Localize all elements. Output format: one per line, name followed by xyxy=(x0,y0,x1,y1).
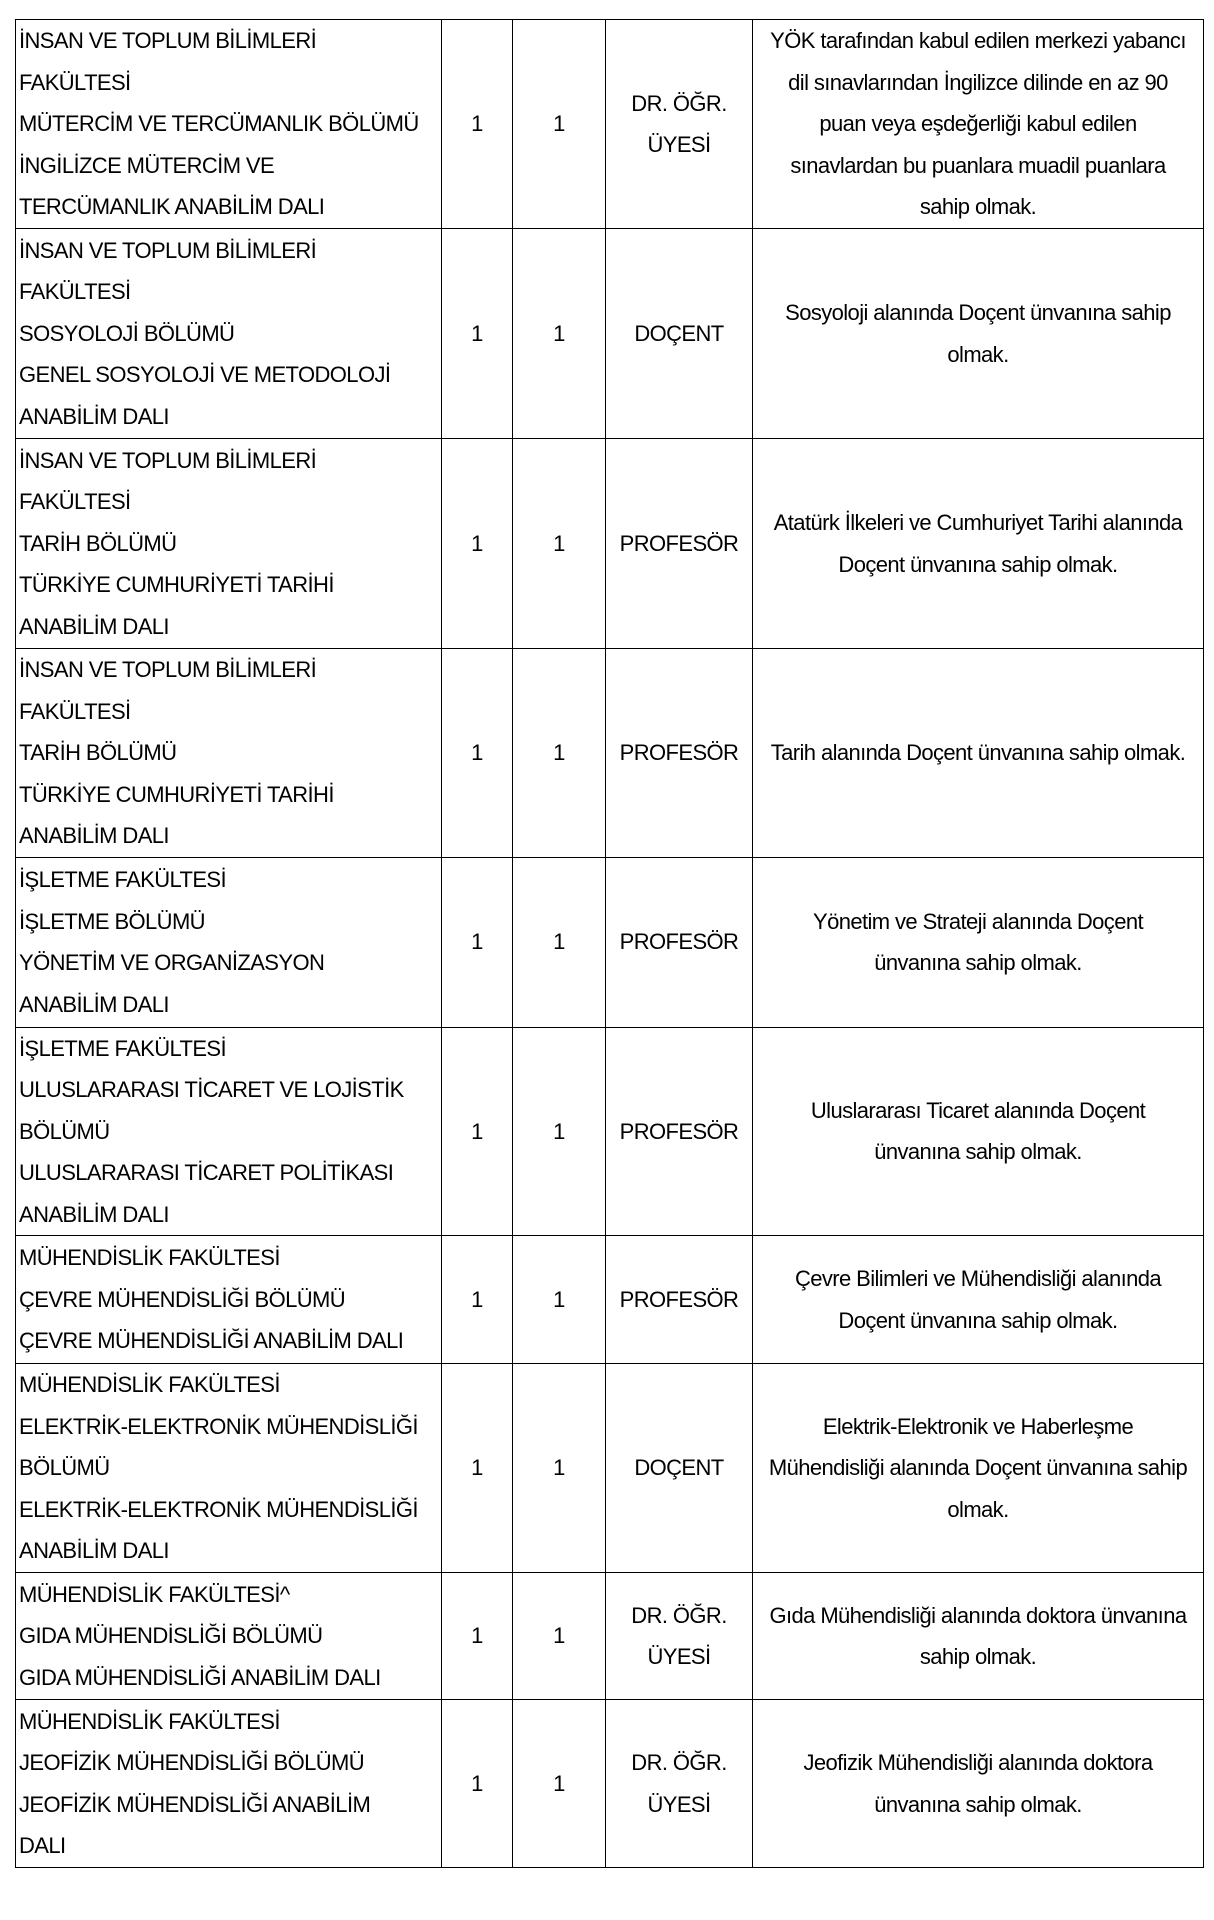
unit-cell-line: ULUSLARARASI TİCARET VE LOJİSTİK xyxy=(19,1077,404,1102)
unit-cell-line: İŞLETME FAKÜLTESİ xyxy=(19,867,227,892)
count-cell-b: 1 xyxy=(513,20,606,229)
count-cell-b: 1 xyxy=(513,857,606,1027)
title-cell xyxy=(606,1573,753,1700)
unit-cell xyxy=(16,1573,442,1700)
requirement-cell xyxy=(753,1573,1204,1700)
unit-cell-line: İNSAN VE TOPLUM BİLİMLERİ xyxy=(19,28,317,54)
unit-cell xyxy=(16,1027,442,1236)
unit-cell-line: ÇEVRE MÜHENDİSLİĞİ BÖLÜMÜ xyxy=(19,1286,346,1312)
requirement-cell-line: ünvanına sahip olmak. xyxy=(874,950,1082,975)
unit-cell-line: ANABİLİM DALI xyxy=(19,403,169,429)
unit-cell-line: TARİH BÖLÜMÜ xyxy=(19,530,177,556)
requirement-cell-line: sınavlardan bu puanlara muadil puanlara xyxy=(790,152,1166,178)
unit-cell-line: JEOFİZİK MÜHENDİSLİĞİ ANABİLİM xyxy=(19,1791,371,1817)
unit-cell xyxy=(16,1700,442,1868)
unit-cell-line: İŞLETME FAKÜLTESİ xyxy=(19,1035,227,1061)
title-cell-line: DOÇENT xyxy=(634,320,724,346)
title-cell-line: PROFESÖR xyxy=(619,530,739,556)
unit-cell-line: JEOFİZİK MÜHENDİSLİĞİ BÖLÜMÜ xyxy=(19,1750,365,1775)
count-cell-b: 1 xyxy=(513,229,606,439)
unit-cell-line: FAKÜLTESİ xyxy=(19,69,131,95)
count-cell-a: 1 xyxy=(442,439,513,649)
requirement-cell xyxy=(753,1027,1204,1236)
table-row xyxy=(16,649,1204,858)
unit-cell-line: İŞLETME BÖLÜMÜ xyxy=(19,908,205,934)
unit-cell-line: TERCÜMANLIK ANABİLİM DALI xyxy=(19,194,325,220)
title-cell xyxy=(606,1364,753,1573)
unit-cell-line: ANABİLİM DALI xyxy=(19,613,169,639)
unit-cell-line: FAKÜLTESİ xyxy=(19,489,131,515)
requirement-cell-line: dil sınavlarından İngilizce dilinde en az 90 xyxy=(788,69,1168,95)
requirement-cell xyxy=(753,1364,1204,1573)
unit-cell-line: İNSAN VE TOPLUM BİLİMLERİ xyxy=(19,447,317,473)
unit-cell xyxy=(16,439,442,649)
requirement-cell-line: Elektrik-Elektronik ve Haberleşme xyxy=(822,1413,1134,1439)
requirement-cell xyxy=(753,20,1204,229)
unit-cell xyxy=(16,1236,442,1364)
requirement-cell xyxy=(753,649,1204,858)
title-cell-line: PROFESÖR xyxy=(619,740,739,765)
count-cell-a: 1 xyxy=(442,1027,513,1236)
title-cell-line: PROFESÖR xyxy=(619,929,739,955)
unit-cell-line: ELEKTRİK-ELEKTRONİK MÜHENDİSLİĞİ xyxy=(19,1496,418,1522)
requirement-cell-line: Jeofizik Mühendisliği alanında doktora xyxy=(803,1750,1153,1775)
count-cell-a: 1 xyxy=(442,857,513,1027)
title-cell xyxy=(606,1700,753,1868)
count-cell-a: 1 xyxy=(442,229,513,439)
positions-table xyxy=(15,19,1204,1868)
unit-cell-line: MÜHENDİSLİK FAKÜLTESİ xyxy=(19,1372,280,1398)
requirement-cell xyxy=(753,1236,1204,1364)
requirement-cell xyxy=(753,439,1204,649)
requirement-cell-line: Doçent ünvanına sahip olmak. xyxy=(838,1307,1118,1333)
unit-cell-line: TÜRKİYE CUMHURİYETİ TARİHİ xyxy=(19,572,334,598)
unit-cell-line: FAKÜLTESİ xyxy=(19,698,131,724)
unit-cell-line: ANABİLİM DALI xyxy=(19,1538,169,1564)
table-row xyxy=(16,857,1204,1027)
title-cell xyxy=(606,649,753,858)
unit-cell-line: BÖLÜMÜ xyxy=(19,1118,110,1144)
requirement-cell-line: olmak. xyxy=(947,341,1009,367)
table-row xyxy=(16,229,1204,439)
unit-cell-line: BÖLÜMÜ xyxy=(19,1455,110,1481)
requirement-cell-line: ünvanına sahip olmak. xyxy=(874,1139,1082,1165)
title-cell-line: ÜYESİ xyxy=(647,132,711,157)
unit-cell xyxy=(16,857,442,1027)
table-row xyxy=(16,1573,1204,1700)
title-cell-line: DR. ÖĞR. xyxy=(631,90,727,116)
table-row xyxy=(16,1700,1204,1868)
unit-cell-line: MÜHENDİSLİK FAKÜLTESİ^ xyxy=(19,1581,290,1607)
requirement-cell-line: Mühendisliği alanında Doçent ünvanına sahip xyxy=(768,1455,1188,1481)
title-cell xyxy=(606,439,753,649)
count-cell-b: 1 xyxy=(513,1236,606,1364)
unit-cell-line: MÜTERCİM VE TERCÜMANLIK BÖLÜMÜ xyxy=(19,111,419,137)
requirement-cell xyxy=(753,229,1204,439)
title-cell-line: ÜYESİ xyxy=(647,1644,711,1669)
requirement-cell-line: Atatürk İlkeleri ve Cumhuriyet Tarihi alanında xyxy=(773,510,1183,535)
unit-cell-line: ÇEVRE MÜHENDİSLİĞİ ANABİLİM DALI xyxy=(19,1328,404,1354)
unit-cell-line: ANABİLİM DALI xyxy=(19,823,169,848)
count-cell-b: 1 xyxy=(513,649,606,858)
count-cell-b: 1 xyxy=(513,1027,606,1236)
unit-cell-line: İNSAN VE TOPLUM BİLİMLERİ xyxy=(19,657,317,682)
title-cell-line: PROFESÖR xyxy=(619,1286,739,1312)
requirement-cell-line: Sosyoloji alanında Doçent ünvanına sahip xyxy=(785,300,1171,325)
title-cell-line: ÜYESİ xyxy=(647,1791,711,1817)
unit-cell-line: ANABİLİM DALI xyxy=(19,1201,169,1227)
table-row xyxy=(16,1027,1204,1236)
unit-cell-line: TARİH BÖLÜMÜ xyxy=(19,740,177,765)
unit-cell xyxy=(16,229,442,439)
count-cell-a: 1 xyxy=(442,1700,513,1868)
unit-cell-line: TÜRKİYE CUMHURİYETİ TARİHİ xyxy=(19,781,334,807)
unit-cell-line: MÜHENDİSLİK FAKÜLTESİ xyxy=(19,1245,280,1271)
count-cell-a: 1 xyxy=(442,1236,513,1364)
requirement-cell-line: Doçent ünvanına sahip olmak. xyxy=(838,551,1118,577)
requirement-cell-line: Gıda Mühendisliği alanında doktora ünvanına xyxy=(769,1602,1187,1628)
title-cell xyxy=(606,20,753,229)
requirement-cell-line: sahip olmak. xyxy=(919,194,1037,220)
title-cell xyxy=(606,229,753,439)
requirement-cell-line: Tarih alanında Doçent ünvanına sahip olmak. xyxy=(770,740,1186,765)
unit-cell-line: ELEKTRİK-ELEKTRONİK MÜHENDİSLİĞİ xyxy=(19,1413,418,1439)
count-cell-b: 1 xyxy=(513,1364,606,1573)
requirement-cell-line: olmak. xyxy=(947,1496,1009,1522)
requirement-cell-line: Çevre Bilimleri ve Mühendisliği alanında xyxy=(794,1266,1162,1291)
count-cell-a: 1 xyxy=(442,649,513,858)
table-row xyxy=(16,20,1204,229)
requirement-cell-line: YÖK tarafından kabul edilen merkezi yabancı xyxy=(770,28,1186,54)
unit-cell-line: ANABİLİM DALI xyxy=(19,991,169,1017)
count-cell-a: 1 xyxy=(442,1573,513,1700)
requirement-cell-line: puan veya eşdeğerliği kabul edilen xyxy=(819,111,1137,137)
requirement-cell xyxy=(753,1700,1204,1868)
unit-cell-line: DALI xyxy=(19,1833,66,1858)
requirement-cell-line: sahip olmak. xyxy=(919,1644,1037,1669)
title-cell-line: DR. ÖĞR. xyxy=(631,1750,727,1775)
table-row xyxy=(16,1364,1204,1573)
requirement-cell-line: Yönetim ve Strateji alanında Doçent xyxy=(813,908,1143,934)
table-row xyxy=(16,439,1204,649)
unit-cell-line: FAKÜLTESİ xyxy=(19,279,131,305)
title-cell-line: PROFESÖR xyxy=(619,1118,739,1144)
unit-cell-line: İNGİLİZCE MÜTERCİM VE xyxy=(19,152,275,178)
title-cell xyxy=(606,1236,753,1364)
count-cell-b: 1 xyxy=(513,1573,606,1700)
unit-cell-line: İNSAN VE TOPLUM BİLİMLERİ xyxy=(19,237,317,263)
count-cell-a: 1 xyxy=(442,1364,513,1573)
unit-cell-line: MÜHENDİSLİK FAKÜLTESİ xyxy=(19,1708,280,1734)
unit-cell-line: GIDA MÜHENDİSLİĞİ BÖLÜMÜ xyxy=(19,1623,323,1649)
title-cell-line: DR. ÖĞR. xyxy=(631,1602,727,1628)
unit-cell-line: GIDA MÜHENDİSLİĞİ ANABİLİM DALI xyxy=(19,1664,381,1690)
unit-cell-line: SOSYOLOJİ BÖLÜMÜ xyxy=(19,320,235,346)
unit-cell xyxy=(16,20,442,229)
unit-cell xyxy=(16,1364,442,1573)
count-cell-b: 1 xyxy=(513,1700,606,1868)
title-cell xyxy=(606,1027,753,1236)
title-cell xyxy=(606,857,753,1027)
unit-cell-line: ULUSLARARASI TİCARET POLİTİKASI xyxy=(19,1160,394,1185)
title-cell-line: DOÇENT xyxy=(634,1455,724,1481)
requirement-cell xyxy=(753,857,1204,1027)
unit-cell-line: YÖNETİM VE ORGANİZASYON xyxy=(19,950,325,975)
unit-cell xyxy=(16,649,442,858)
requirement-cell-line: ünvanına sahip olmak. xyxy=(874,1791,1082,1817)
count-cell-b: 1 xyxy=(513,439,606,649)
table-row xyxy=(16,1236,1204,1364)
count-cell-a: 1 xyxy=(442,20,513,229)
unit-cell-line: GENEL SOSYOLOJİ VE METODOLOJİ xyxy=(19,362,391,388)
requirement-cell-line: Uluslararası Ticaret alanında Doçent xyxy=(810,1097,1146,1123)
